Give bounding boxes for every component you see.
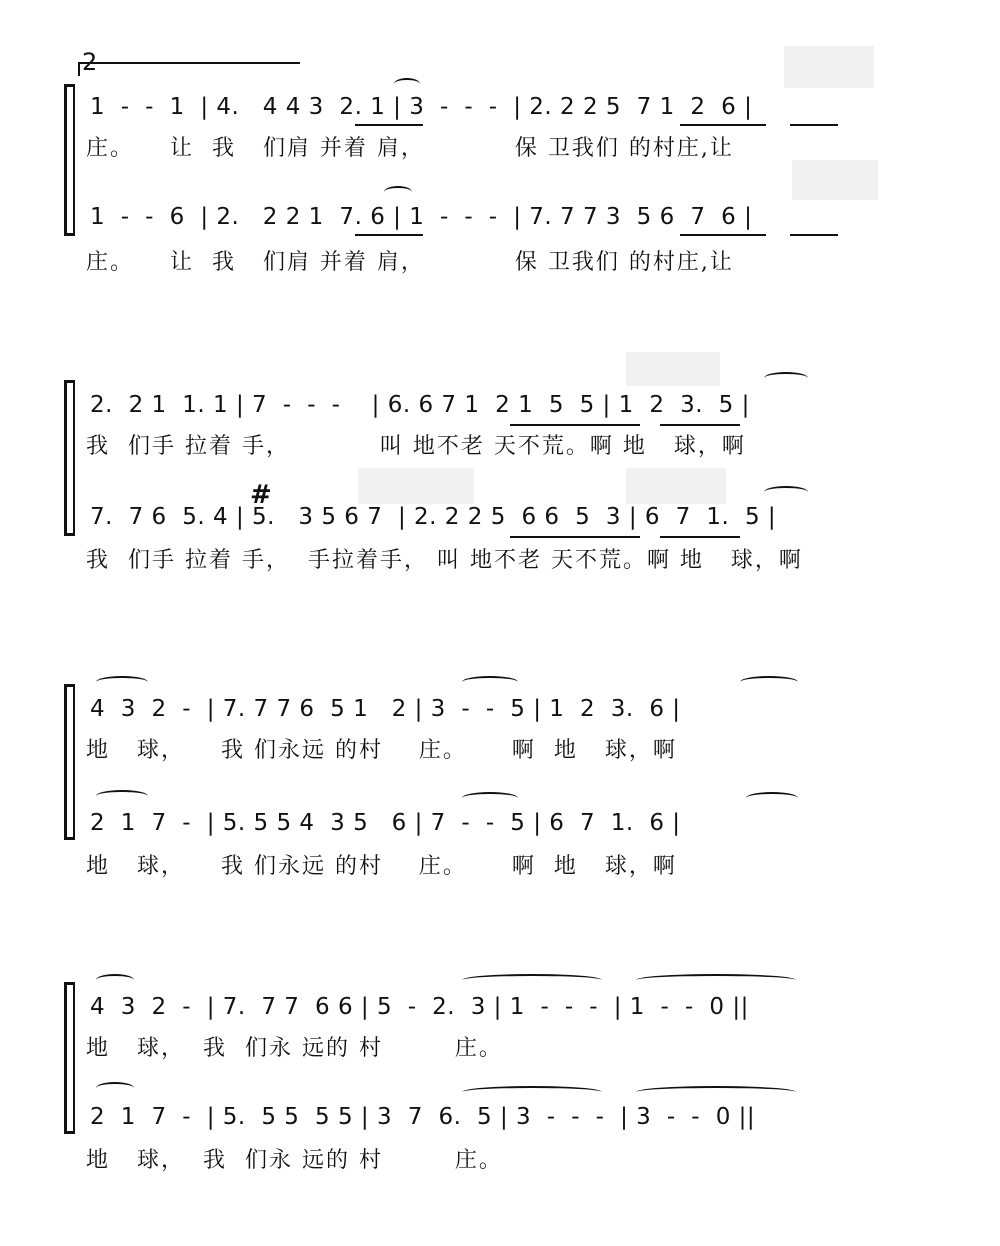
highlight-mask [626,468,726,504]
beam-line [355,124,423,126]
beam-line [355,234,423,236]
upper-voice-notes: 4 3 2 - | 7. 7 7 6 6 | 5 - 2. 3 | 1 - - - | 1 - - 0 || [90,994,749,1020]
beam-line [680,124,766,126]
slur-mark [462,1086,602,1098]
lower-voice-lyrics: 我 们手 拉着 手， 手拉着手， 叫 地不老 天不荒。啊 地 球，啊 [86,548,803,573]
upper-voice-notes: 4 3 2 - | 7. 7 7 6 5 1 2 | 3 - - 5 | 1 2 3. 6 | [90,696,681,722]
tie-mark [384,186,412,198]
beam-line [790,234,838,236]
highlight-mask [358,468,474,504]
sharp-accidental: # [250,480,272,510]
slur-mark [636,974,796,986]
beam-line [790,124,838,126]
tie-mark [96,676,148,688]
tie-mark [740,676,798,688]
system-brace-inner [73,84,75,236]
system-brace-inner [73,380,75,536]
lower-voice-notes: 2 1 7 - | 5. 5 5 4 3 5 6 | 7 - - 5 | 6 7 1. 6 | [90,810,681,836]
beam-line [680,234,766,236]
tie-mark [746,792,798,804]
tie-mark [96,974,134,986]
highlight-mask [792,160,878,200]
upper-voice-lyrics: 我 们手 拉着 手， 叫 地不老 天不荒。啊 地 球，啊 [86,434,746,459]
upper-voice-notes: 1 - - 1 | 4. 4 4 3 2. 1 | 3 - - - | 2. 2 2 5 7 1 2 6 | [90,94,753,120]
upper-voice-lyrics: 地 球， 我 们永 远的 村 庄。 [86,1036,503,1061]
tie-mark [462,676,518,688]
volta-label: 2 [82,48,98,76]
lower-voice-notes: 7. 7 6 5. 4 | 5. 3 5 6 7 | 2. 2 2 5 6 6 5 3 | 6 7 1. 5 | [90,504,777,530]
tie-mark [462,792,518,804]
lower-voice-lyrics: 地 球， 我 们永 远的 村 庄。 [86,1148,503,1173]
volta-bracket-tick [78,62,80,76]
lower-voice-lyrics: 庄。 让 我 们肩 并着 肩， 保 卫我们 的村庄,让 [86,250,734,275]
tie-mark [764,486,808,498]
beam-line [660,424,740,426]
slur-mark [462,974,602,986]
upper-voice-notes: 2. 2 1 1. 1 | 7 - - - | 6. 6 7 1 2 1 5 5 | 1 2 3. 5 | [90,392,750,418]
highlight-mask [626,352,720,386]
upper-voice-lyrics: 地 球， 我 们永远 的村 庄。 啊 地 球，啊 [86,738,677,763]
lower-voice-notes: 1 - - 6 | 2. 2 2 1 7. 6 | 1 - - - | 7. 7 7 3 5 6 7 6 | [90,204,753,230]
beam-line [510,536,640,538]
highlight-mask [784,46,874,88]
beam-line [660,536,740,538]
tie-mark [764,372,808,384]
system-brace-inner [73,982,75,1134]
upper-voice-lyrics: 庄。 让 我 们肩 并着 肩， 保 卫我们 的村庄,让 [86,136,734,161]
lower-voice-notes: 2 1 7 - | 5. 5 5 5 5 | 3 7 6. 5 | 3 - - - | 3 - - 0 || [90,1104,756,1130]
lower-voice-lyrics: 地 球， 我 们永远 的村 庄。 啊 地 球，啊 [86,854,677,879]
slur-mark [636,1086,796,1098]
tie-mark [96,1082,134,1094]
tie-mark [394,78,420,90]
system-brace-inner [73,684,75,840]
volta-bracket-line [80,62,300,64]
tie-mark [96,790,148,802]
beam-line [510,424,640,426]
